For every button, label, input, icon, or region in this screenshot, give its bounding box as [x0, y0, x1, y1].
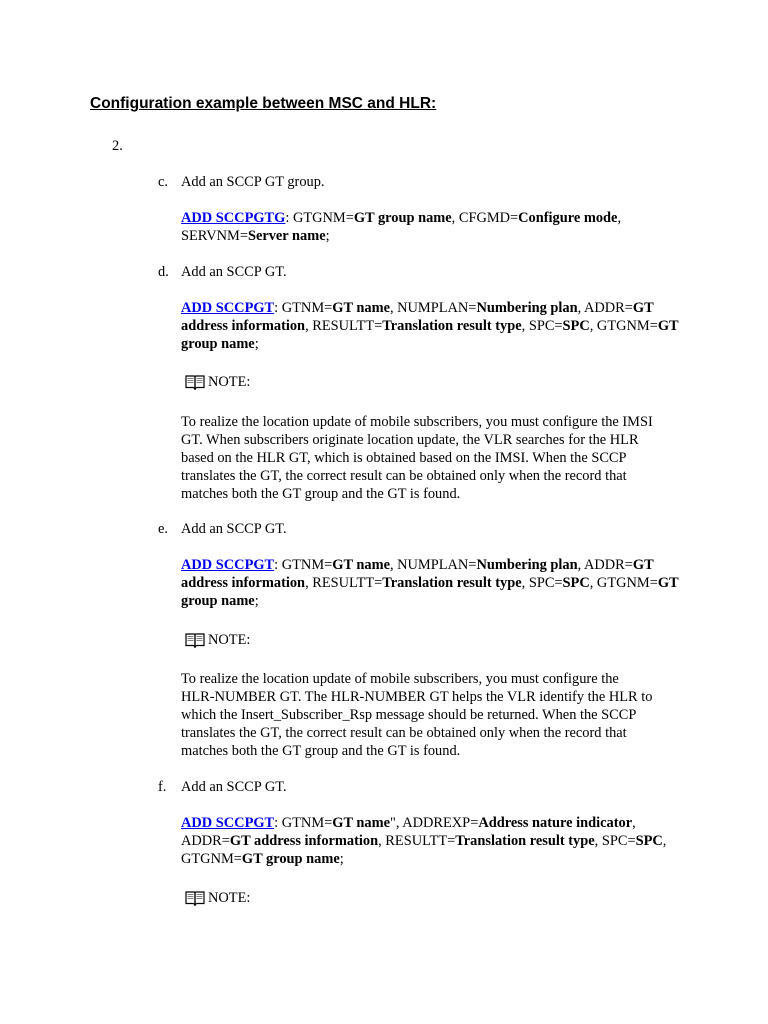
param-value: Server name: [247, 228, 326, 244]
param-key: , RESULTT=: [305, 575, 383, 591]
param-key: , ADDR=: [577, 557, 633, 573]
param-key: : GTNM=: [274, 300, 333, 316]
step-marker: f.: [158, 779, 167, 795]
step-c: [158, 173, 325, 191]
param-key: : GTGNM=: [285, 210, 354, 226]
param-key: ;: [325, 228, 330, 244]
note-line: HLR-NUMBER GT. The HLR-NUMBER GT helps the VLR identify the HLR to: [181, 689, 653, 705]
param-key: , SPC=: [594, 833, 636, 849]
param-value: Numbering plan: [476, 557, 578, 573]
note-line: To realize the location update of mobile subscribers, you must configure the: [181, 671, 619, 687]
param-key: : GTNM=: [274, 815, 333, 831]
note-text-d: [181, 413, 701, 503]
param-value: GT group name: [241, 851, 340, 867]
param-key: , NUMPLAN=: [389, 300, 477, 316]
command-e: [181, 556, 691, 610]
param-value: Translation result type: [382, 575, 522, 591]
note-line: matches both the GT group and the GT is found.: [181, 486, 461, 502]
param-key: : GTNM=: [274, 557, 333, 573]
param-value: GT address information: [181, 557, 654, 591]
add-sccpgt-link[interactable]: ADD SCCPGT: [181, 300, 275, 316]
step-text: Add an SCCP GT.: [181, 779, 287, 795]
book-icon: [185, 374, 205, 390]
param-value: SPC: [562, 575, 590, 591]
param-key: , RESULTT=: [305, 318, 383, 334]
param-key: , GTGNM=: [589, 575, 658, 591]
param-value: GT name: [332, 300, 390, 316]
param-value: Numbering plan: [476, 300, 578, 316]
param-key: ;: [254, 593, 259, 609]
param-key: , CFGMD=: [451, 210, 519, 226]
note-line: matches both the GT group and the GT is found.: [181, 743, 461, 759]
param-key: , ADDR=: [577, 300, 633, 316]
command-d: [181, 299, 691, 353]
step-text: Add an SCCP GT group.: [181, 174, 325, 190]
step-d: [158, 263, 287, 281]
param-value: SPC: [562, 318, 590, 334]
param-value: GT address information: [229, 833, 379, 849]
page-title: Configuration example between MSC and HLR:: [90, 95, 437, 112]
section-number: 2.: [112, 138, 123, 154]
note-line: which the Insert_Subscriber_Rsp message should be returned. When the SCCP: [181, 707, 637, 723]
param-key: , RESULTT=: [378, 833, 456, 849]
command-c: [181, 209, 711, 245]
param-value: GT name: [332, 557, 390, 573]
param-value: Translation result type: [455, 833, 595, 849]
param-key: , GTGNM=: [181, 833, 667, 867]
param-key: ;: [254, 336, 259, 352]
note-e: [185, 631, 250, 649]
step-marker: c.: [158, 174, 168, 190]
note-d: [185, 373, 250, 391]
param-value: SPC: [635, 833, 663, 849]
step-text: Add an SCCP GT.: [181, 521, 287, 537]
param-key: ,: [617, 210, 622, 226]
param-value: GT group name: [353, 210, 452, 226]
step-e: [158, 520, 287, 538]
command-f: [181, 814, 681, 868]
note-line: translates the GT, the correct result can be obtained only when the record that: [181, 468, 627, 484]
note-label: NOTE:: [208, 890, 251, 906]
param-value: Address nature indicator: [478, 815, 633, 831]
step-text: Add an SCCP GT.: [181, 264, 287, 280]
note-line: translates the GT, the correct result can be obtained only when the record that: [181, 725, 627, 741]
note-f: [185, 889, 250, 907]
param-key: ;: [339, 851, 344, 867]
step-f: [158, 778, 287, 796]
step-marker: e.: [158, 521, 168, 537]
add-sccpgt-link[interactable]: ADD SCCPGT: [181, 557, 275, 573]
param-value: GT group name: [181, 318, 679, 352]
param-value: Configure mode: [518, 210, 618, 226]
book-icon: [185, 890, 205, 906]
param-key: , SPC=: [521, 575, 563, 591]
param-value: GT address information: [181, 300, 654, 334]
note-line: To realize the location update of mobile subscribers, you must configure the IMSI: [181, 414, 653, 430]
param-value: Translation result type: [382, 318, 522, 334]
param-value: GT group name: [181, 575, 679, 609]
param-key: , NUMPLAN=: [389, 557, 477, 573]
note-text-e: [181, 670, 701, 760]
note-label: NOTE:: [208, 632, 251, 648]
param-key: , SPC=: [521, 318, 563, 334]
add-sccpgt-link[interactable]: ADD SCCPGT: [181, 815, 275, 831]
param-key: , GTGNM=: [589, 318, 658, 334]
add-sccpgtg-link[interactable]: ADD SCCPGTG: [181, 210, 286, 226]
note-line: GT. When subscribers originate location update, the VLR searches for the HLR: [181, 432, 639, 448]
note-line: based on the HLR GT, which is obtained based on the IMSI. When the SCCP: [181, 450, 627, 466]
param-key: SERVNM=: [181, 228, 248, 244]
book-icon: [185, 632, 205, 648]
param-key: , ADDR=: [181, 815, 636, 849]
param-value: GT name: [332, 815, 390, 831]
param-key: ", ADDREXP=: [389, 815, 479, 831]
note-label: NOTE:: [208, 374, 251, 390]
step-marker: d.: [158, 264, 169, 280]
